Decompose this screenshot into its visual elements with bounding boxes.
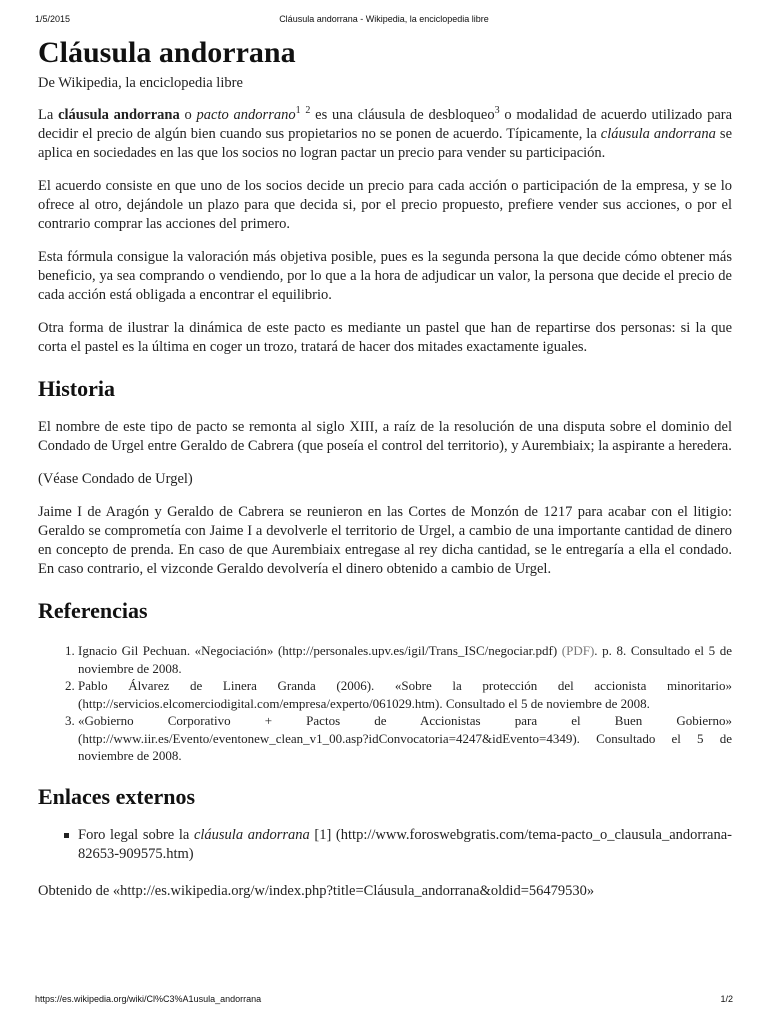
section-heading-historia: Historia xyxy=(38,376,115,401)
retrieved-from: Obtenido de «http://es.wikipedia.org/w/index.php?title=Cláusula_andorrana&oldid=56479530» xyxy=(38,882,595,899)
reference-item-3[interactable] xyxy=(78,712,732,765)
intro-italic-term: pacto andorrano xyxy=(196,107,296,123)
body-paragraph-2: Esta fórmula consigue la valoración más objetiva posible, pues es la segunda persona la que decide cómo obtener más beneficio, ya sea comprando o vendiendo, por lo que a la hora de adjudicar un valor, la persona que decide el precio de cada acción está obligada a encontrar el equilibrio. xyxy=(38,249,732,303)
page-title: Cláusula andorrana xyxy=(38,36,296,69)
external-link-item[interactable] xyxy=(78,826,732,864)
link-text: Foro legal sobre la xyxy=(78,826,194,843)
body-paragraph-3: Otra forma de ilustrar la dinámica de este pacto es mediante un pastel que han de repartirse dos personas: si la que corta el pastel es la última en coger un trozo, tratará de hacer dos mitades exactamente iguales. xyxy=(38,320,732,355)
print-page-title: Cláusula andorrana - Wikipedia, la enciclopedia libre xyxy=(279,14,489,24)
intro-text-4: o modalidad de acuerdo utilizado para decidir el precio de algún bien cuando sus propietarios no se ponen de acuerdo. Típicamente, la xyxy=(38,107,733,142)
print-url: https://es.wikipedia.org/wiki/Cl%C3%A1usula_andorrana xyxy=(35,994,262,1004)
footnote-link-2[interactable]: 2 xyxy=(305,105,311,116)
body-paragraph-1: El acuerdo consiste en que uno de los socios decide un precio para cada acción o participación de la empresa, y se lo ofrece al otro, dejándole un plazo para que decida si, por el precio propuesto, prefiere vender sus acciones, o por el contrario comprar las acciones del primero. xyxy=(38,178,732,232)
print-date: 1/5/2015 xyxy=(35,14,71,24)
reference-text: Ignacio Gil Pechuan. «Negociación» (http://personales.upv.es/igil/Trans_ISC/negociar.pdf) xyxy=(78,643,562,658)
print-header xyxy=(0,14,768,30)
footnote-link-1[interactable]: 1 xyxy=(295,105,301,116)
references-list xyxy=(38,642,732,765)
historia-see-also[interactable]: (Véase Condado de Urgel) xyxy=(38,471,193,487)
reference-item-2[interactable] xyxy=(78,677,732,712)
intro-text-3: es una cláusula de desbloqueo xyxy=(310,107,495,123)
reference-text-tail: . p. 8. Consultado el 5 de noviembre de 2008. xyxy=(78,643,732,676)
intro-text-1: La xyxy=(38,107,59,123)
page-number: 1/2 xyxy=(720,994,733,1004)
pdf-label: (PDF) xyxy=(561,643,595,658)
link-url-text: [1] (http://www.foroswebgratis.com/tema-pacto_o_clausula_andorrana-82653-909575.htm) xyxy=(78,826,732,862)
intro-text-2: o xyxy=(179,107,197,123)
link-italic-text: cláusula andorrana xyxy=(193,826,310,843)
intro-bold-term: cláusula andorrana xyxy=(58,107,180,123)
site-subtitle: De Wikipedia, la enciclopedia libre xyxy=(38,75,243,91)
historia-paragraph-1: El nombre de este tipo de pacto se remonta al siglo XIII, a raíz de la resolución de una disputa sobre el dominio del Condado de Urgel entre Geraldo de Cabrera (que poseía el control del territorio), y Aurembiaix; la aspirante a heredera. xyxy=(38,419,732,454)
intro-text-5: se aplica en sociedades en las que los socios no logran pactar un precio para vender su participación. xyxy=(38,126,733,161)
intro-italic-term-2: cláusula andorrana xyxy=(600,126,716,142)
article-content xyxy=(38,34,732,901)
reference-text: «Gobierno Corporativo + Pactos de Accionistas para el Buen Gobierno» (http://www.iir.es/Evento/eventonew_clean_v1_00.asp?idConvocatoria=4247&idEvento=4349). Consultado el 5 de noviembre de 2008. xyxy=(78,713,732,763)
section-heading-referencias: Referencias xyxy=(38,598,148,623)
reference-text: Pablo Álvarez de Linera Granda (2006). «Sobre la protección del accionista minoritario» (http://servicios.elcomerciodigital.com/empresa/experto/061029.htm). Consultado el 5 de noviembre de 2008. xyxy=(78,678,732,711)
section-heading-enlaces: Enlaces externos xyxy=(38,783,196,809)
intro-paragraph xyxy=(38,106,732,163)
historia-paragraph-2: Jaime I de Aragón y Geraldo de Cabrera se reunieron en las Cortes de Monzón de 1217 para acabar con el litigio: Geraldo se comprometía con Jaime I a devolverle el territorio de Urgel, a cambio de una importante cantidad de dinero en concepto de prenda. En caso de que Aurembiaix entregase al rey dicha cantidad, se le entregaría a ella el condado. En caso contrario, el vizconde Geraldo devolvería el dinero obtenido a cambio de Urgel. xyxy=(38,504,732,577)
external-links-list xyxy=(38,826,732,864)
footnote-link-3[interactable]: 3 xyxy=(494,105,500,116)
reference-item-1[interactable] xyxy=(78,642,732,677)
